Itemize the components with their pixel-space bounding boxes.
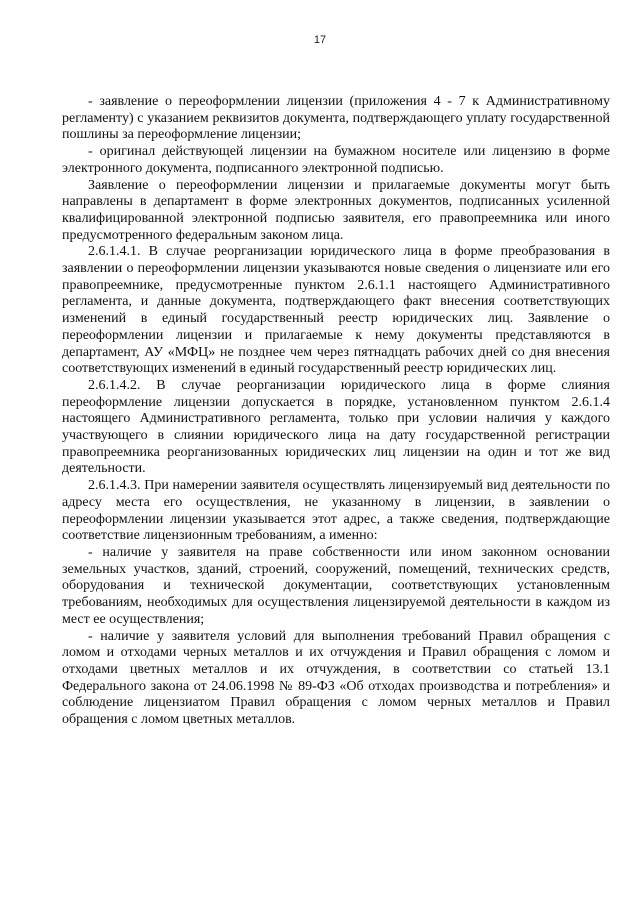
page-number: 17: [313, 34, 327, 46]
paragraph-2-6-1-4-1: 2.6.1.4.1. В случае реорганизации юридического лица в форме преобразования в заявлении о переоформлении лицензии указываются новые сведения о лицензиате или его правопреемнике, предусмотренные пунктом 2.6.1.1 настоящего Административного регламента, и данные документа, подтверждающего факт внесения соответствующих изменений в единый государственный реестр юридических лиц. Заявление о переоформлении лицензии и прилагаемые к нему документы представляются в департамент, АУ «МФЦ» не позднее чем через пятнадцать рабочих дней со дня внесения соответствующих изменений в единый государственный реестр юридических лиц.: [62, 244, 610, 377]
paragraph-premises-item: - наличие у заявителя на праве собственности или ином законном основании земельных участков, зданий, строений, сооружений, помещений, технических средств, оборудования и технической документации, соответствующих установленным требованиям, необходимых для осуществления лицензируемой деятельности в каждом из мест ее осуществления;: [62, 544, 610, 627]
paragraph-application-item: - заявление о переоформлении лицензии (приложения 4 - 7 к Административному регламенту) с указанием реквизитов документа, подтверждающего уплату государственной пошлины за переоформление лицензии;: [62, 94, 610, 143]
paragraph-2-6-1-4-3: 2.6.1.4.3. При намерении заявителя осуществлять лицензируемый вид деятельности по адресу места его осуществления, не указанному в лицензии, в заявлении о переоформлении лицензии указывается этот адрес, а также сведения, подтверждающие соответствие лицензионным требованиям, а именно:: [62, 478, 610, 544]
paragraph-electronic-submission: Заявление о переоформлении лицензии и прилагаемые документы могут быть направлены в департамент в форме электронных документов, подписанных усиленной квалифицированной электронной подписью заявителя, его правопреемника или иного предусмотренного федеральным законом лица.: [62, 177, 610, 243]
document-body: [62, 94, 610, 729]
paragraph-license-original-item: - оригинал действующей лицензии на бумажном носителе или лицензию в форме электронного документа, подписанного электронной подписью.: [62, 144, 610, 176]
paragraph-metal-rules-item: - наличие у заявителя условий для выполнения требований Правил обращения с ломом и отходами черных металлов и их отчуждения и Правил обращения с ломом и отходами цветных металлов и их отчуждения, в соответствии со статьей 13.1 Федерального закона от 24.06.1998 № 89-ФЗ «Об отходах производства и потребления» и соблюдение лицензиатом Правил обращения с ломом черных металлов и Правил обращения с ломом цветных металлов.: [62, 628, 610, 728]
paragraph-2-6-1-4-2: 2.6.1.4.2. В случае реорганизации юридического лица в форме слияния переоформление лицензии допускается в порядке, установленном пунктом 2.6.1.4 настоящего Административного регламента, только при условии наличия у каждого участвующего в слиянии юридического лица на дату государственной регистрации правопреемника реорганизованных юридических лиц лицензии на один и тот же вид деятельности.: [62, 377, 610, 477]
